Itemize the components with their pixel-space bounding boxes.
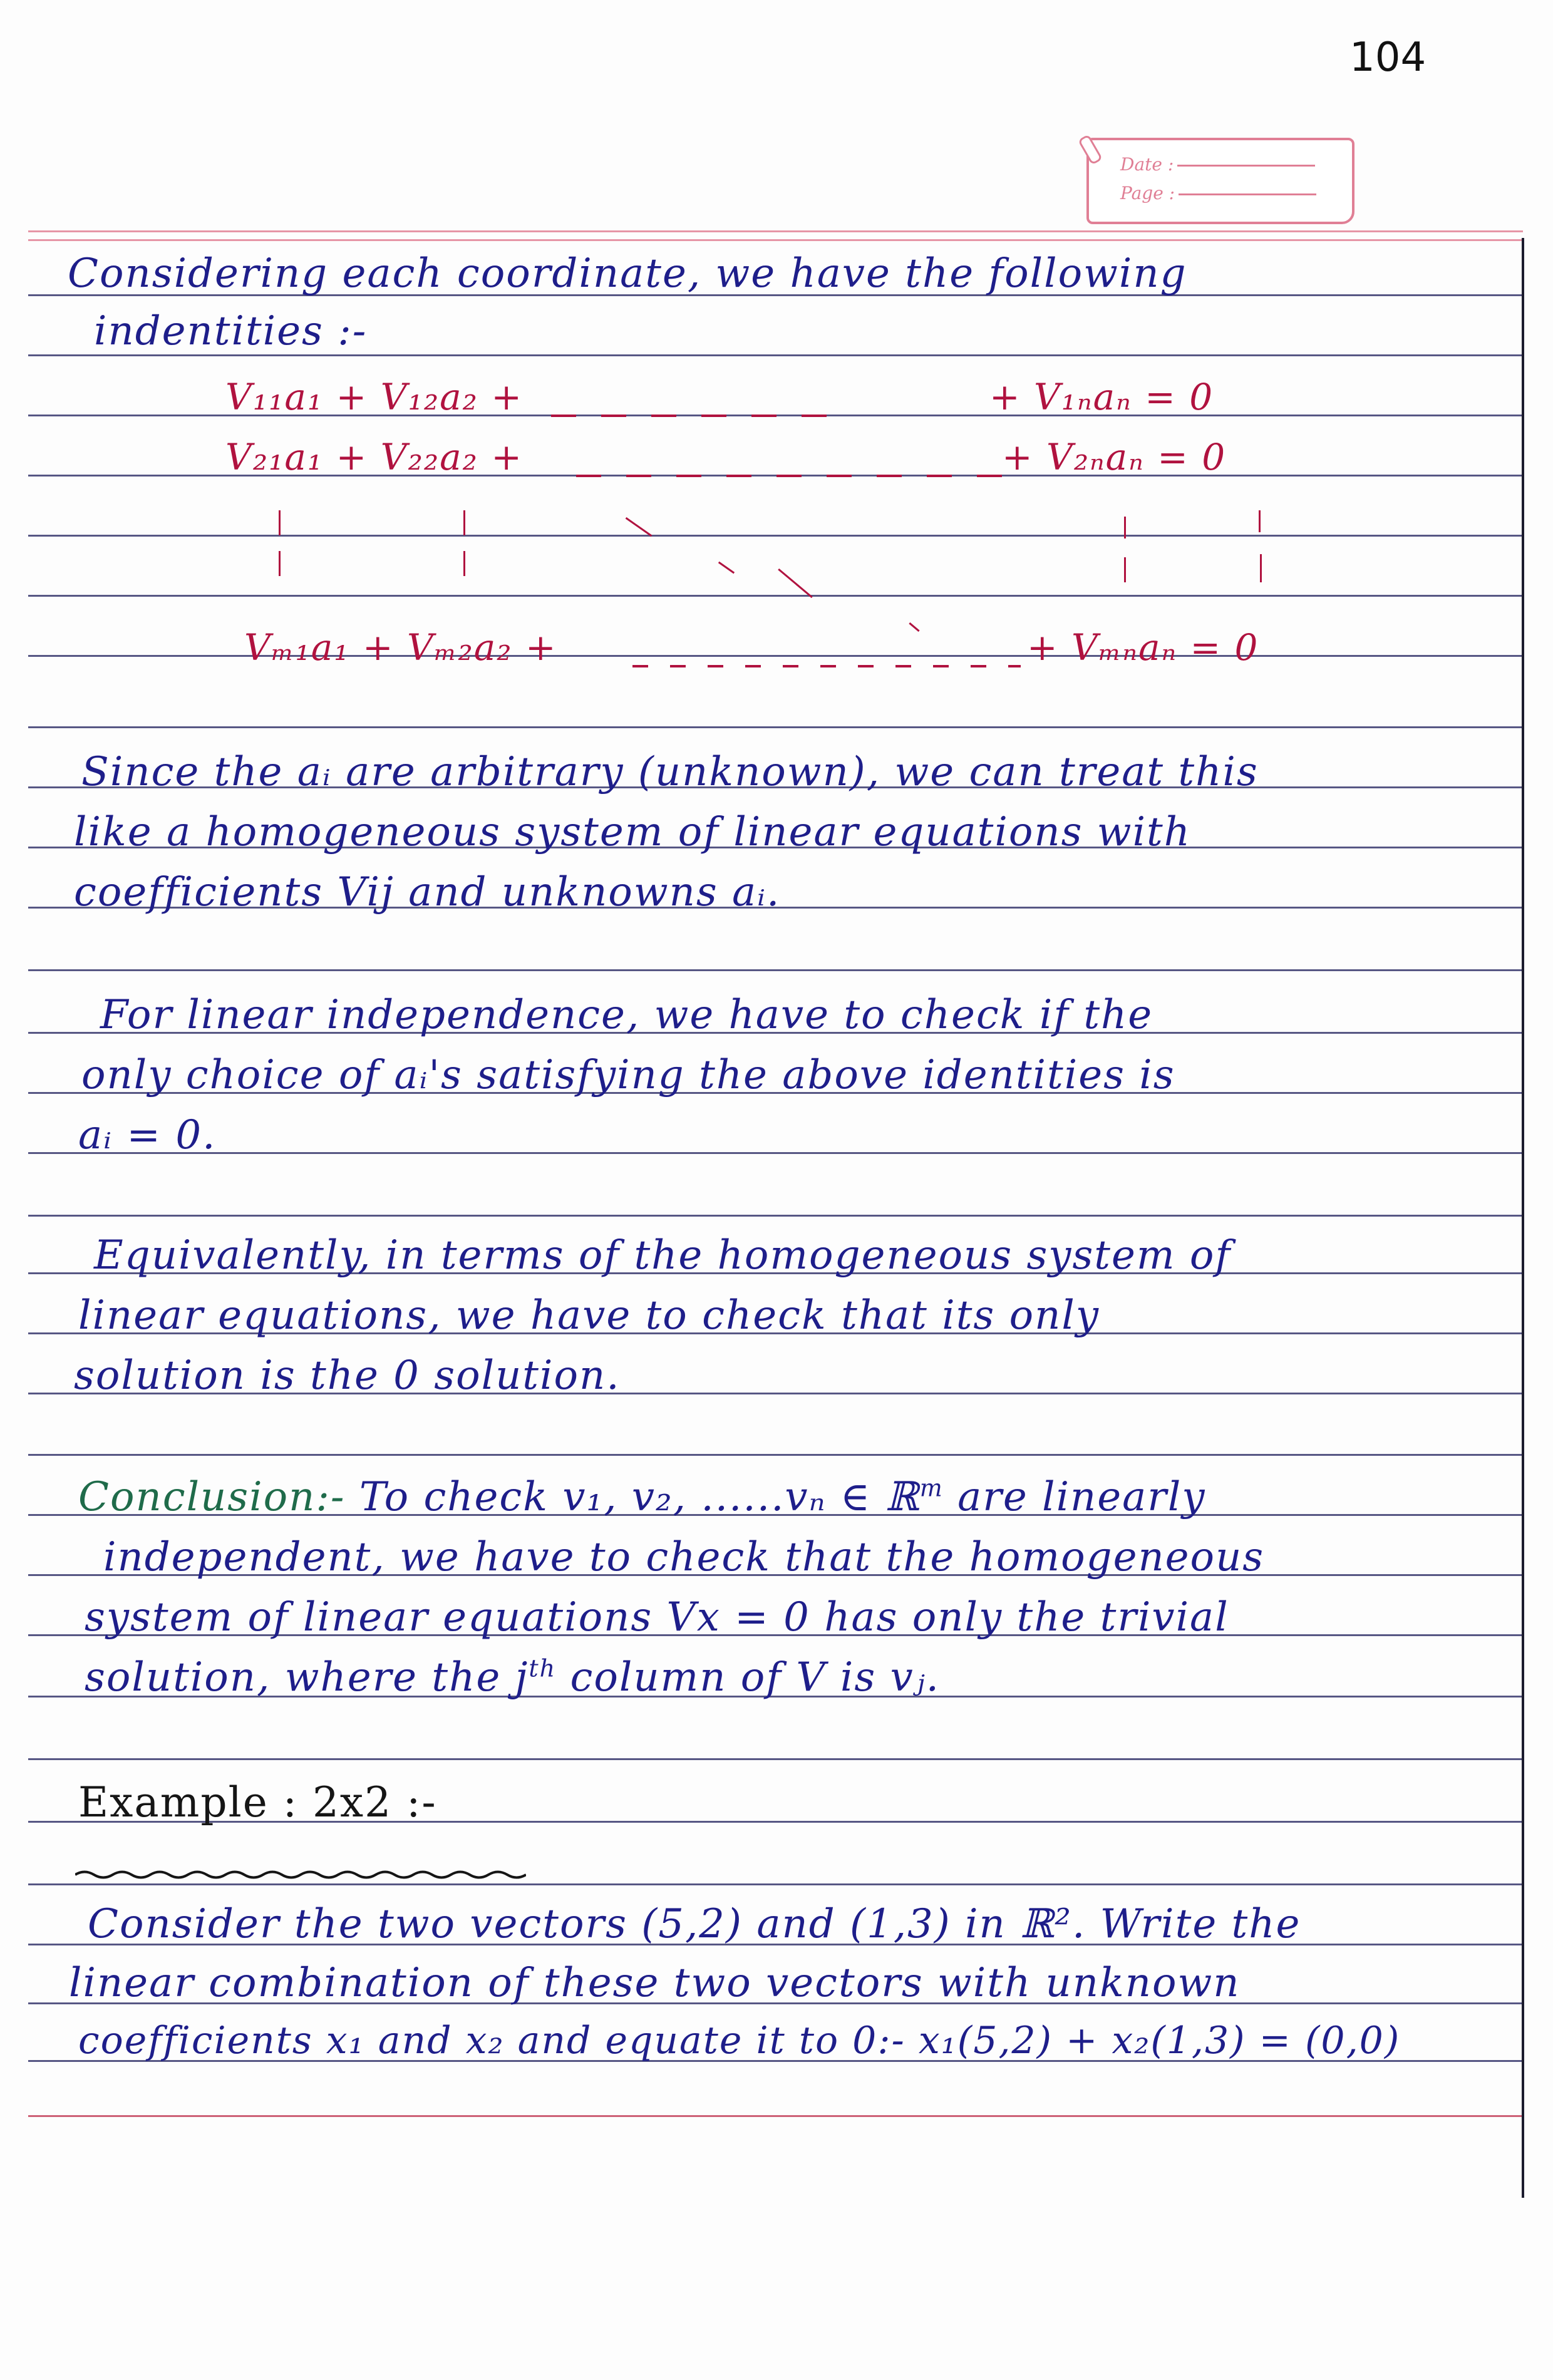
equation-row-m-right: + Vₘₙaₙ = 0 — [1027, 626, 1259, 669]
conclusion-line-1 — [78, 1474, 1206, 1520]
diagonal-dots — [909, 622, 919, 632]
vertical-dots — [279, 510, 281, 535]
ruled-line — [28, 535, 1523, 537]
pin-icon — [1078, 134, 1103, 165]
text-line: linear equations, we have to check that its only — [78, 1292, 1100, 1339]
stamp-page-label: Page : — [1120, 183, 1175, 203]
equation-row-2-right: + V₂ₙaₙ = 0 — [1002, 436, 1227, 478]
text-line: coefficients Vij and unknowns aᵢ. — [74, 869, 781, 915]
example-heading: Example : 2x2 :- — [78, 1778, 437, 1826]
vertical-dots — [1260, 554, 1262, 582]
conclusion-line-4 — [85, 1654, 940, 1701]
ruled-line — [28, 1152, 1523, 1154]
conclusion-text-end: column of V is vⱼ. — [570, 1654, 940, 1701]
vertical-dots — [463, 510, 465, 535]
bottom-red-line — [28, 2115, 1523, 2117]
stamp-date-blank — [1177, 165, 1315, 167]
right-margin-line — [1522, 238, 1524, 2198]
wavy-underline — [75, 1869, 526, 1880]
ruled-line — [28, 595, 1523, 597]
text-line: Consider the two vectors (5,2) and (1,3) in ℝ². Write the — [88, 1901, 1301, 1947]
stamp-date-row — [1120, 154, 1315, 175]
conclusion-text: solution, where the j — [85, 1654, 529, 1701]
text-line: For linear independence, we have to check if the — [100, 992, 1153, 1038]
text-line: Considering each coordinate, we have the following — [68, 250, 1187, 297]
text-line: Since the aᵢ are arbitrary (unknown), we can treat this — [81, 749, 1259, 795]
page-number: 104 — [1349, 34, 1427, 81]
text-line: coefficients x₁ and x₂ and equate it to 0:- x₁(5,2) + x₂(1,3) = (0,0) — [78, 2019, 1401, 2063]
ruled-line — [28, 726, 1523, 728]
ellipsis-dashes — [576, 475, 1002, 477]
text-line: linear combination of these two vectors with unknown — [69, 1960, 1241, 2006]
text-line: like a homogeneous system of linear equations with — [74, 809, 1191, 855]
vertical-dots — [463, 551, 465, 576]
equation-row-2-left: V₂₁a₁ + V₂₂a₂ + — [225, 436, 523, 478]
diagonal-dots — [626, 517, 653, 537]
top-margin-line-1 — [28, 230, 1523, 232]
vertical-dots — [1259, 510, 1261, 532]
ellipsis-dashes — [551, 415, 845, 417]
ruled-line — [28, 1454, 1523, 1456]
ruled-line — [28, 969, 1523, 971]
stamp-date-label: Date : — [1120, 154, 1174, 175]
ruled-line — [28, 1215, 1523, 1217]
equation-row-m-left: Vₘ₁a₁ + Vₘ₂a₂ + — [244, 626, 557, 669]
equation-row-1-left: V₁₁a₁ + V₁₂a₂ + — [225, 376, 523, 418]
diagonal-dots — [718, 562, 735, 574]
ellipsis-dashes — [632, 665, 1021, 667]
conclusion-text-end: are linearly — [957, 1474, 1206, 1520]
text-line: solution is the 0 solution. — [74, 1352, 621, 1399]
text-line: indentities :- — [94, 308, 368, 354]
vertical-dots — [279, 551, 281, 576]
date-page-stamp — [1086, 138, 1354, 224]
top-margin-line-2 — [28, 239, 1523, 241]
equation-row-1-right: + V₁ₙaₙ = 0 — [989, 376, 1214, 418]
text-line: system of linear equations Vx = 0 has only the trivial — [85, 1594, 1229, 1641]
text-line: Equivalently, in terms of the homogeneous system of — [94, 1232, 1232, 1279]
ruled-line — [28, 1758, 1523, 1760]
conclusion-label: Conclusion:- — [78, 1474, 346, 1520]
text-line: aᵢ = 0. — [78, 1112, 217, 1158]
vertical-dots — [1124, 517, 1126, 538]
vertical-dots — [1124, 557, 1126, 582]
ruled-line — [28, 354, 1523, 356]
text-line: only choice of aᵢ's satisfying the above identities is — [81, 1052, 1175, 1098]
text-line: independent, we have to check that the homogeneous — [103, 1534, 1265, 1580]
diagonal-dots — [778, 569, 813, 598]
stamp-page-blank — [1179, 193, 1316, 195]
ruled-line — [28, 1883, 1523, 1885]
superscript-th: th — [529, 1654, 557, 1682]
superscript-m: m — [919, 1474, 944, 1502]
conclusion-text: To check v₁, v₂, ......vₙ ∈ ℝ — [359, 1474, 920, 1520]
